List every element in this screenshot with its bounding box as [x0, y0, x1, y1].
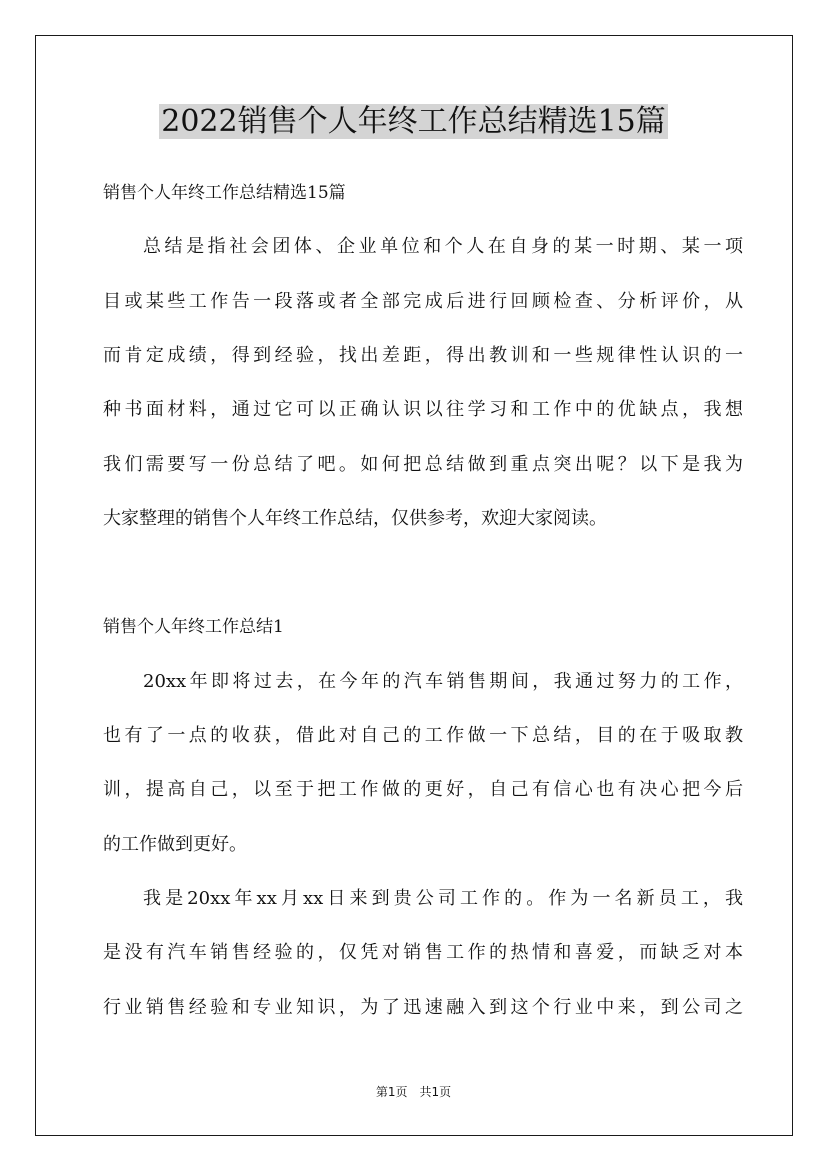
section-1-p1-line-3: 训，提高自己，以至于把工作做的更好，自己有信心也有决心把今后: [103, 779, 743, 800]
section-1-p1-line-2: 也有了一点的收获，借此对自己的工作做一下总结，目的在于吸取教: [103, 725, 743, 746]
section-1-p1-line-4: 的工作做到更好。: [103, 834, 247, 855]
intro-line-6: 大家整理的销售个人年终工作总结，仅供参考，欢迎大家阅读。: [103, 508, 607, 529]
document-title: [0, 100, 827, 144]
intro-line-3: 而肯定成绩，得到经验，找出差距，得出教训和一些规律性认识的一: [103, 345, 743, 366]
footer-page-current: 第1页: [375, 1085, 408, 1099]
section-1-p2-line-1: 我是20xx年xx月xx日来到贵公司工作的。作为一名新员工，我: [143, 888, 743, 909]
page-footer: [0, 1083, 827, 1101]
subtitle: 销售个人年终工作总结精选15篇: [103, 183, 346, 203]
footer-page-total: 共1页: [419, 1085, 452, 1099]
intro-line-4: 种书面材料，通过它可以正确认识以往学习和工作中的优缺点，我想: [103, 399, 743, 420]
section-1-heading: 销售个人年终工作总结1: [103, 617, 284, 637]
section-1-p2-line-2: 是没有汽车销售经验的，仅凭对销售工作的热情和喜爱，而缺乏对本: [103, 942, 743, 963]
document-title-text: 2022销售个人年终工作总结精选15篇: [161, 104, 666, 139]
section-1-p2-line-3: 行业销售经验和专业知识，为了迅速融入到这个行业中来，到公司之: [103, 997, 743, 1018]
intro-line-5: 我们需要写一份总结了吧。如何把总结做到重点突出呢？以下是我为: [103, 454, 743, 475]
intro-line-1: 总结是指社会团体、企业单位和个人在自身的某一时期、某一项: [143, 236, 743, 257]
section-1-p1-line-1: 20xx年即将过去，在今年的汽车销售期间，我通过努力的工作，: [143, 671, 743, 692]
intro-line-2: 目或某些工作告一段落或者全部完成后进行回顾检查、分析评价，从: [103, 291, 743, 312]
